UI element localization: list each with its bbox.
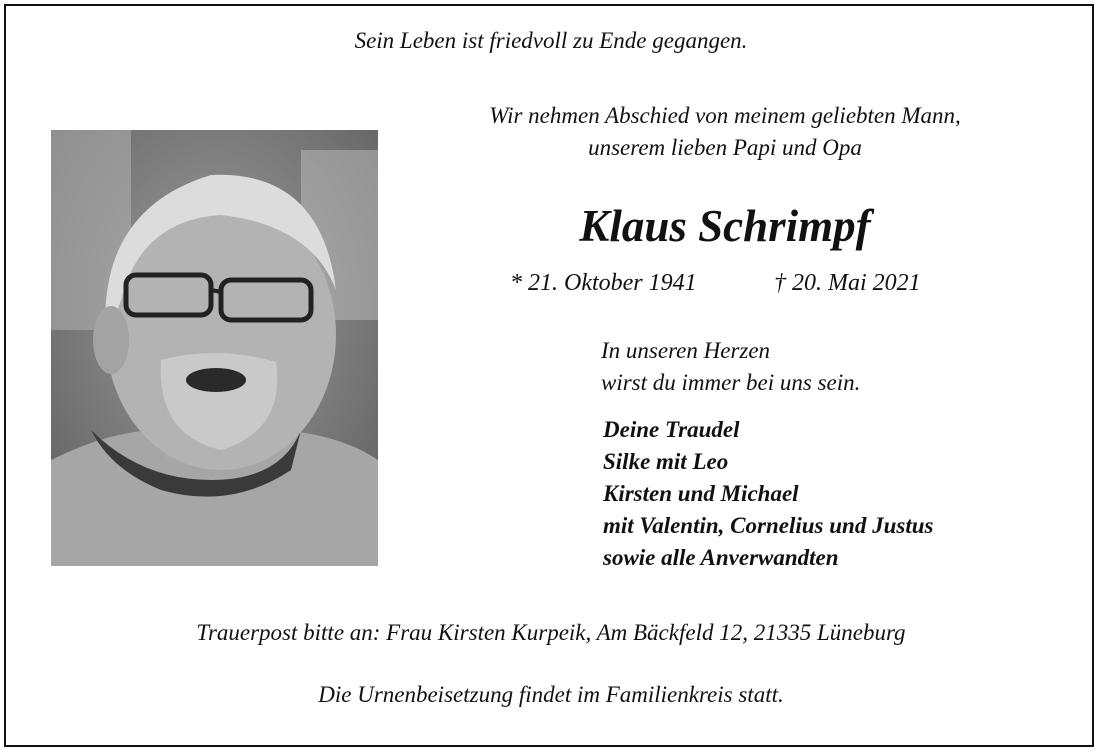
condolence-address: Trauerpost bitte an: Frau Kirsten Kurpeik, Am Bäckfeld 12, 21335 Lüneburg bbox=[196, 620, 906, 645]
farewell-line-1: Wir nehmen Abschied von meinem geliebten Mann, bbox=[489, 103, 961, 128]
motto-text bbox=[601, 335, 860, 399]
deceased-name: Klaus Schrimpf bbox=[579, 201, 871, 251]
portrait-photo bbox=[51, 130, 378, 566]
death-date: † 20. Mai 2021 bbox=[774, 270, 921, 296]
motto-line-1: In unseren Herzen bbox=[601, 338, 771, 363]
motto-line-2: wirst du immer bei uns sein. bbox=[601, 370, 861, 395]
birth-date: * 21. Oktober 1941 bbox=[510, 270, 697, 296]
mourner-line: mit Valentin, Cornelius und Justus bbox=[603, 513, 934, 538]
mourners-list bbox=[603, 414, 933, 574]
opening-line: Sein Leben ist friedvoll zu Ende gegangen. bbox=[354, 28, 748, 53]
mourner-line: Deine Traudel bbox=[603, 417, 740, 442]
farewell-text bbox=[420, 100, 1030, 164]
burial-note: Die Urnenbeisetzung findet im Familienkreis statt. bbox=[318, 682, 784, 707]
mourner-line: sowie alle Anverwandten bbox=[603, 545, 839, 570]
portrait-photo-icon bbox=[51, 130, 378, 566]
mourner-line: Silke mit Leo bbox=[603, 449, 729, 474]
mourner-line: Kirsten und Michael bbox=[603, 481, 799, 506]
farewell-line-2: unserem lieben Papi und Opa bbox=[588, 135, 862, 160]
